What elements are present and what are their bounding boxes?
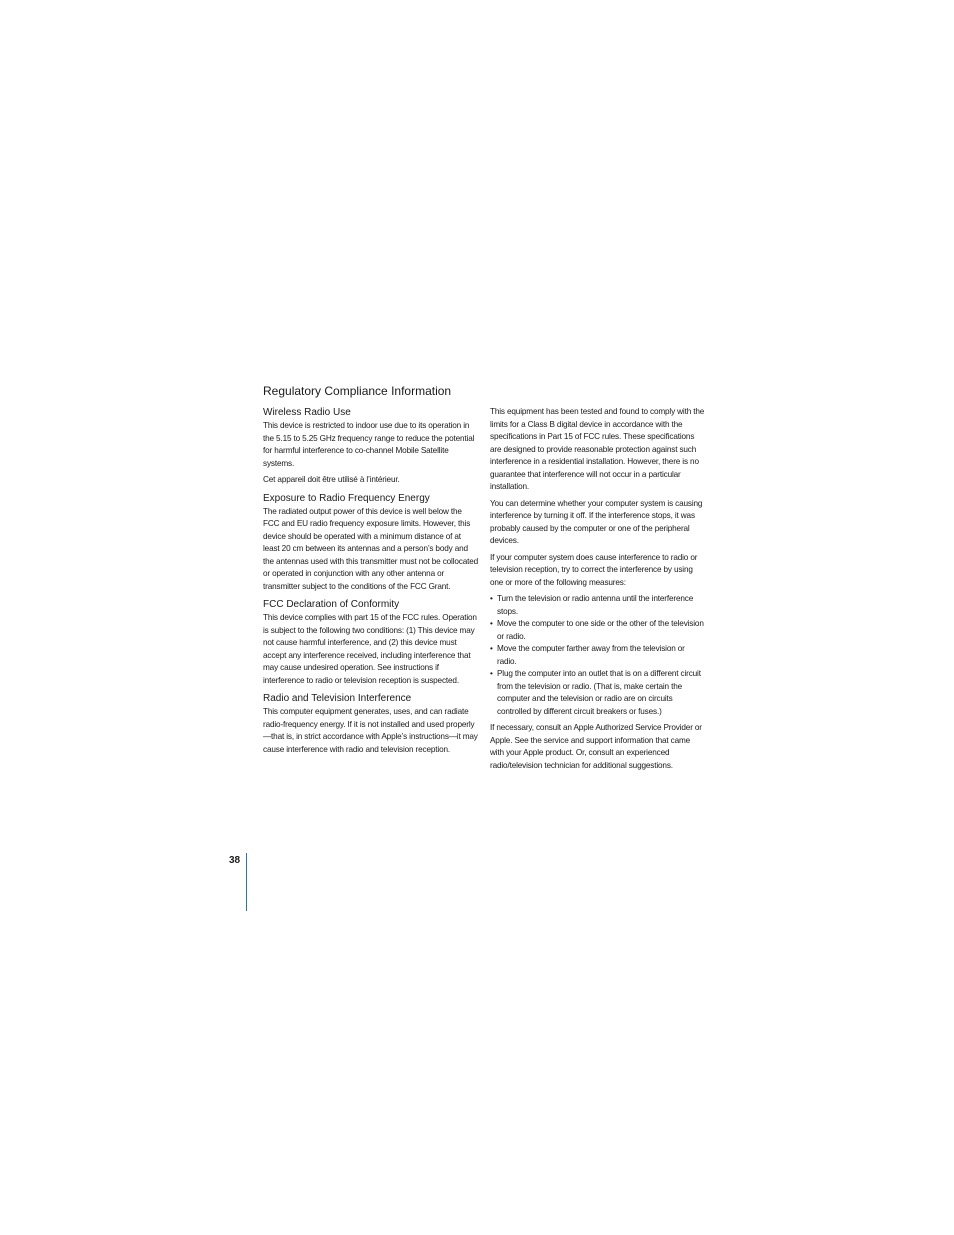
section-heading: Exposure to Radio Frequency Energy — [263, 492, 430, 504]
list-item — [490, 618, 706, 643]
paragraph: This device complies with part 15 of the FCC rules. Operation is subject to the following two conditions: (1) This device may not cause harmful interference, and (2) this device must accept any interference received, including interference that may cause undesired operation. See instructions if interference to radio or television reception is suspected. — [263, 613, 477, 685]
paragraph: You can determine whether your computer system is causing interference by turning it off. If the interference stops, it was probably caused by the computer or one of the peripheral devices. — [490, 498, 703, 545]
list-item — [490, 643, 706, 668]
section-heading: Wireless Radio Use — [263, 407, 351, 418]
paragraph: If necessary, consult an Apple Authorized Service Provider or Apple. See the service and support information that came with your Apple product. Or, consult an experienced radio/television technician for additional suggestions. — [490, 723, 702, 770]
measures-list — [490, 593, 706, 718]
section-radio-tv-interference — [263, 692, 479, 756]
bullet-icon: • — [490, 669, 493, 678]
list-item-text: Turn the television or radio antenna until the interference stops. — [497, 594, 694, 616]
paragraph: This equipment has been tested and found to comply with the limits for a Class B digital device in accordance with the specifications in Part 15 of FCC rules. These specifications are designed to provide reasonable protection against such interference in a residential installation. However, there is no guarantee that interference will not occur in a particular installation. — [490, 407, 705, 491]
left-column — [263, 406, 479, 761]
paragraph: The radiated output power of this device is well below the FCC and EU radio frequency exposure limits. However, this device should be operated with a minimum distance of at least 20 cm between its antennas and a person’s body and the antennas used with this transmitter must not be collocated or operated in conjunction with any other antenna or transmitter subject to the conditions of the FCC Grant. — [263, 506, 479, 591]
paragraph: This device is restricted to indoor use due to its operation in the 5.15 to 5.25 GHz frequency range to reduce the potential for harmful interference to co-channel Mobile Satellite systems. — [263, 421, 475, 468]
list-item-text: Move the computer farther away from the television or radio. — [497, 644, 685, 666]
bullet-icon: • — [490, 619, 493, 628]
bullet-icon: • — [490, 594, 493, 603]
list-item — [490, 593, 706, 618]
list-item-text: Move the computer to one side or the other of the television or radio. — [497, 619, 704, 641]
page-number: 38 — [229, 855, 241, 866]
paragraph: If your computer system does cause interference to radio or television reception, try to correct the interference by using one or more of the following measures: — [490, 552, 698, 587]
section-wireless-radio-use — [263, 406, 479, 487]
list-item — [490, 668, 706, 718]
section-exposure-rf-energy — [263, 492, 479, 594]
paragraph: This computer equipment generates, uses, and can radiate radio-frequency energy. If it is not installed and used properly—that is, in strict accordance with Apple’s instructions—it may cause interference with radio and television reception. — [263, 707, 478, 754]
page-title: Regulatory Compliance Information — [263, 384, 452, 398]
section-fcc-declaration — [263, 598, 479, 687]
section-heading: FCC Declaration of Conformity — [263, 599, 400, 610]
paragraph-french: Cet appareil doit être utilisé à l’intérieur. — [263, 475, 400, 484]
section-heading: Radio and Television Interference — [263, 693, 412, 704]
page-number-rule — [246, 853, 247, 911]
bullet-icon: • — [490, 644, 493, 653]
right-column — [490, 406, 706, 776]
list-item-text: Plug the computer into an outlet that is on a different circuit from the television or radio. (That is, make certain the computer and the television or radio are on circuits controlled by different circuit breakers or fuses.) — [497, 669, 701, 716]
